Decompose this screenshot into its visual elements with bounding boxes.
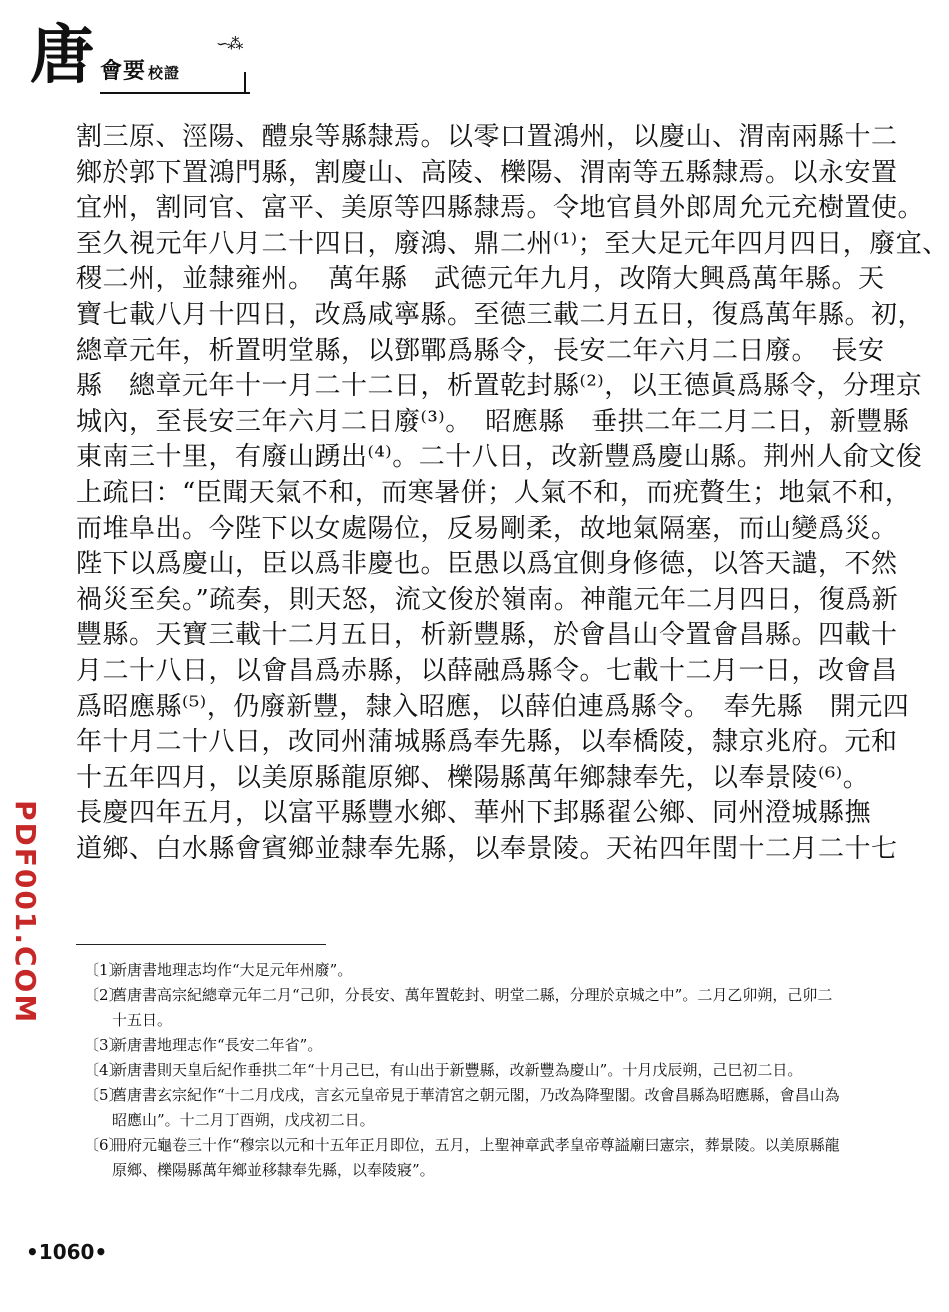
text-line: 鄉於郭下置鴻門縣，割慶山、高陵、櫟陽、渭南等五縣隸焉。以永安置	[76, 157, 898, 188]
footnote-number: 〔5〕	[84, 1086, 124, 1104]
footnotes	[76, 958, 846, 1183]
header-bracket	[244, 72, 246, 94]
text-line: 道鄉、白水縣會賓鄉並隸奉先縣，以奉景陵。天祐四年閏十二月二十七	[76, 833, 898, 864]
header-title	[100, 54, 180, 85]
text-line: 年十月二十八日，改同州蒲城縣爲奉先縣，以奉橋陵，隸京兆府。元和	[76, 727, 898, 758]
footnote-number: 〔3〕	[84, 1036, 124, 1054]
text-line: 東南三十里，有廢山踴出⁽⁴⁾。二十八日，改新豐爲慶山縣。荆州人俞文俊	[76, 442, 923, 473]
text-line: 上疏曰：“臣聞天氣不和，而寒暑併；人氣不和，而疣贅生；地氣不和，	[76, 477, 912, 508]
footnote-text: 新唐書地理志作“長安二年省”。	[112, 1036, 323, 1054]
text-line: 總章元年，析置明堂縣，以鄧鄲爲縣令，長安二年六月二日廢。 長安	[76, 335, 885, 366]
header-large-character: 唐	[30, 18, 94, 93]
footnote-number: 〔4〕	[84, 1061, 124, 1079]
text-line: 十五年四月，以美原縣龍原鄉、櫟陽縣萬年鄉隸奉先，以奉景陵⁽⁶⁾。	[76, 762, 870, 793]
text-line: 縣 總章元年十一月二十二日，析置乾封縣⁽²⁾，以王德眞爲縣令，分理京	[76, 371, 923, 402]
watermark: PDF001.COM	[9, 800, 42, 1025]
footnote	[76, 983, 846, 1033]
footnote-number: 〔2〕	[84, 986, 124, 1004]
footnote-text: 舊唐書高宗紀總章元年二月“己卯，分長安、萬年置乾封、明堂二縣，分理於京城之中”。二月乙卯朔，己卯二十五日。	[112, 986, 833, 1029]
text-line: 陛下以爲慶山，臣以爲非慶也。臣愚以爲宜側身修德，以答天譴，不然	[76, 549, 898, 580]
main-text	[76, 120, 949, 867]
header-title-sub: 校證	[148, 64, 181, 82]
text-line: 至久視元年八月二十四日，廢鴻、鼎二州⁽¹⁾；至大足元年四月四日，廢宜、	[76, 228, 949, 259]
footnote-text: 新唐書則天皇后紀作垂拱二年“十月己巳，有山出于新豐縣，改新豐為慶山”。十月戊辰朔，己巳初二日。	[112, 1061, 803, 1079]
running-header	[20, 14, 260, 102]
text-line: 稷二州，並隸雍州。 萬年縣 武德元年九月，改隋大興爲萬年縣。天	[76, 264, 885, 295]
header-title-main: 會要	[100, 58, 147, 84]
footnote-text: 冊府元龜卷三十作“穆宗以元和十五年正月即位，五月，上聖神章武孝皇帝尊謚廟曰憲宗，葬景陵。以美原縣龍原鄉、櫟陽縣萬年鄉並移隸奉先縣，以奉陵寢”。	[112, 1136, 840, 1179]
footnote-text: 舊唐書玄宗紀作“十二月戊戌，言玄元皇帝見于華清宮之朝元閣，乃改為降聖閣。改會昌縣為昭應縣，會昌山為昭應山”。十二月丁酉朔，戊戌初二日。	[112, 1086, 840, 1129]
footnote	[76, 1033, 846, 1058]
text-line: 城內，至長安三年六月二日廢⁽³⁾。 昭應縣 垂拱二年二月二日，新豐縣	[76, 406, 910, 437]
footnote-number: 〔1〕	[84, 961, 124, 979]
text-line: 割三原、涇陽、醴泉等縣隸焉。以零口置鴻州，以慶山、渭南兩縣十二	[76, 122, 898, 152]
text-line: 而堆阜出。今陛下以女處陽位，反易剛柔，故地氣隔塞，而山變爲災。	[76, 513, 898, 544]
text-line: 寶七載八月十四日，改爲咸寧縣。至德三載二月五日，復爲萬年縣。初，	[76, 299, 925, 330]
header-rule	[100, 92, 250, 94]
page-number: •1060•	[26, 1240, 108, 1264]
text-line: 宜州，割同官、富平、美原等四縣隸焉。令地官員外郎周允元充樹置使。	[76, 193, 925, 224]
decorative-flourish-icon: ∽⁂	[216, 34, 242, 53]
footnote	[76, 1083, 846, 1133]
footnote	[76, 958, 846, 983]
text-line: 月二十八日，以會昌爲赤縣，以薛融爲縣令。七載十二月一日，改會昌	[76, 655, 898, 686]
text-line: 爲昭應縣⁽⁵⁾，仍廢新豐，隸入昭應，以薛伯連爲縣令。 奉先縣 開元四	[76, 691, 910, 722]
footnote-divider	[76, 944, 326, 945]
footnote	[76, 1058, 846, 1083]
footnote	[76, 1133, 846, 1183]
footnote-number: 〔6〕	[84, 1136, 124, 1154]
text-line: 豐縣。天寶三載十二月五日，析新豐縣，於會昌山令置會昌縣。四載十	[76, 620, 898, 651]
text-line: 長慶四年五月，以富平縣豐水鄉、華州下邽縣翟公鄉、同州澄城縣撫	[76, 798, 872, 829]
footnote-text: 新唐書地理志均作“大足元年州廢”。	[112, 961, 353, 979]
text-line: 禍災至矣。”疏奏，則天怒，流文俊於嶺南。神龍元年二月四日，復爲新	[76, 584, 899, 615]
